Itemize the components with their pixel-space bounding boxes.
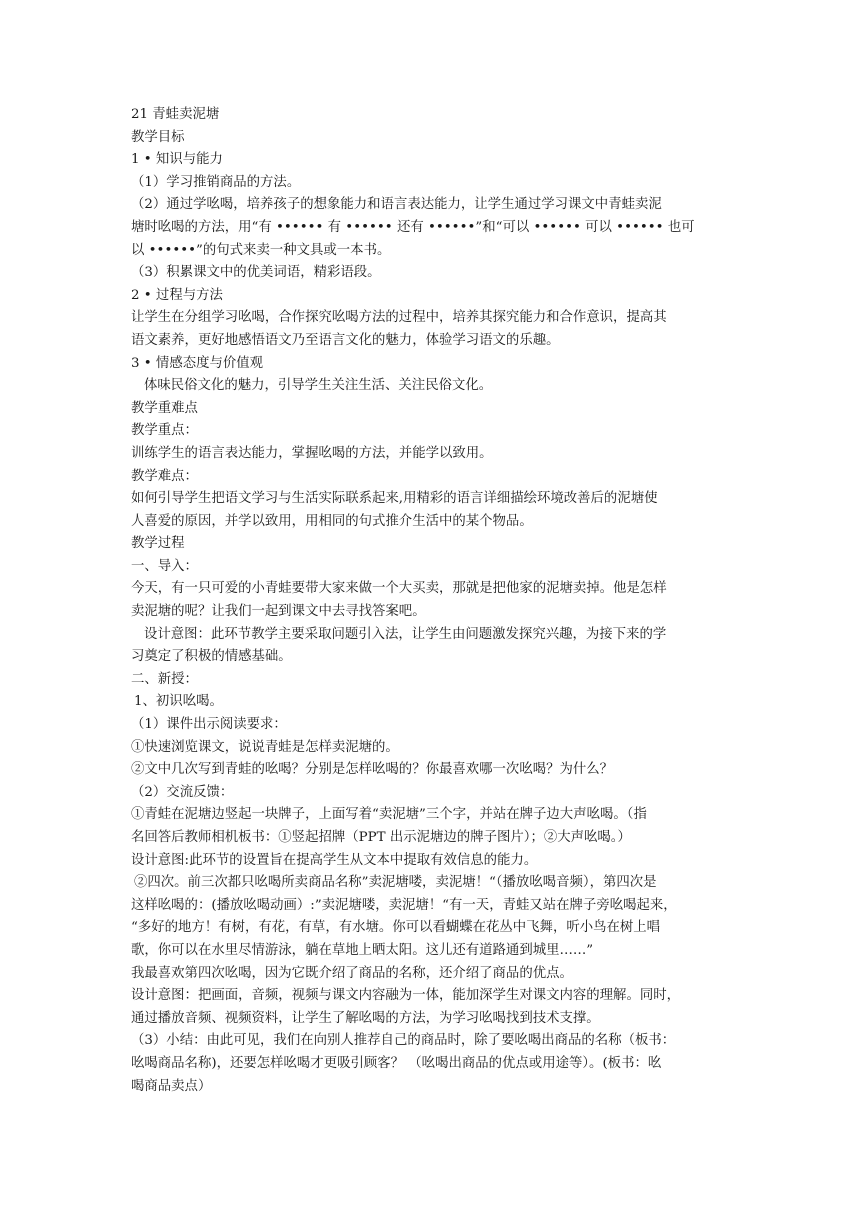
paragraph-line: 卖泥塘的呢？让我们一起到课文中去寻找答案吧。	[131, 604, 426, 620]
paragraph-line: 吆喝商品名称)，还要怎样吆喝才更吸引顾客？ （吆喝出商品的优点或用途等）。(板书：吆	[131, 1055, 662, 1071]
paragraph-line: 名回答后教师相机板书：①竖起招牌（PPT 出示泥塘边的牌子图片）；②大声吆喝。）	[131, 830, 631, 845]
paragraph-line: 设计意图:此环节的设置旨在提高学生从文本中提取有效信息的能力。	[131, 852, 538, 868]
paragraph-line: 设计意图：把画面，音频，视频与课文内容融为一体，能加深学生对课文内容的理解。同时，	[131, 988, 681, 1004]
paragraph-line: 以 ••••••”的句式来卖一种文具或一本书。	[131, 242, 391, 258]
paragraph-line: 这样吆喝的：(播放吆喝动画）:”卖泥塘喽，卖泥塘！“有一天，青蛙又站在牌子旁吆喝起来，	[131, 897, 677, 913]
paragraph-line: （2）交流反馈：	[131, 784, 234, 800]
paragraph-line: 体味民俗文化的魅力，引导学生关注生活、关注民俗文化。	[144, 378, 493, 394]
section-heading: 教学重难点	[131, 400, 198, 416]
subheading: 1 • 知识与能力	[131, 152, 223, 168]
paragraph-line: （3）小结：由此可见，我们在向别人推荐自己的商品时，除了要吆喝出商品的名称（板书：	[131, 1033, 676, 1049]
paragraph-line: 歌，你可以在水里尽情游泳，躺在草地上晒太阳。这儿还有道路通到城里……”	[131, 942, 594, 958]
paragraph-line: （1）学习推销商品的方法。	[131, 174, 301, 190]
subheading: 2 • 过程与方法	[131, 287, 223, 303]
paragraph-line: 语文素养，更好地感悟语文乃至语言文化的魅力，体验学习语文的乐趣。	[131, 332, 560, 348]
paragraph-line: 如何引导学生把语文学习与生活实际联系起来,用精彩的语言详细描绘环境改善后的泥塘使	[131, 491, 658, 507]
paragraph-line: “多好的地方！有树，有花，有草，有水塘。你可以看蝴蝶在花丛中飞舞，听小鸟在树上唱	[131, 920, 661, 936]
paragraph-line: 训练学生的语言表达能力，掌握吆喝的方法，并能学以致用。	[131, 445, 493, 461]
paragraph-line: 塘时吆喝的方法，用“有 •••••• 有 •••••• 还有 ••••••”和“可以 •••••• 可以 •••••• 也可	[131, 219, 695, 235]
lesson-title: 21 青蛙卖泥塘	[131, 107, 220, 122]
paragraph-line: 今天，有一只可爱的小青蛙要带大家来做一个大买卖，那就是把他家的泥塘卖掉。他是怎样	[131, 581, 667, 597]
paragraph-line: ②文中几次写到青蛙的吆喝？分别是怎样吆喝的？你最喜欢哪一次吆喝？为什么？	[131, 762, 614, 778]
paragraph-line: ①快速浏览课文，说说青蛙是怎样卖泥塘的。	[131, 739, 399, 755]
paragraph-line: 通过播放音频、视频资料，让学生了解吆喝的方法，为学习吆喝找到技术支撑。	[131, 1010, 600, 1026]
section-heading: 教学过程	[131, 536, 185, 552]
paragraph-line: 我最喜欢第四次吆喝，因为它既介绍了商品的名称，还介绍了商品的优点。	[131, 965, 573, 981]
subheading: 教学难点：	[131, 468, 198, 484]
paragraph-line: （1）课件出示阅读要求：	[131, 717, 287, 733]
paragraph-line: 人喜爱的原因，并学以致用，用相同的句式推介生活中的某个物品。	[131, 513, 533, 529]
paragraph-line: 1、初识吆喝。	[134, 694, 223, 710]
subheading: 一、导入：	[131, 558, 198, 574]
paragraph-line: （3）积累课文中的优美词语，精彩语段。	[131, 265, 381, 281]
paragraph-line: 设计意图：此环节教学主要采取问题引入法，让学生由问题激发探究兴趣，为接下来的学	[144, 626, 667, 642]
subheading: 教学重点：	[131, 423, 198, 439]
paragraph-line: ①青蛙在泥塘边竖起一块牌子，上面写着“卖泥塘”三个字，并站在牌子边大声吆喝。（指	[131, 807, 647, 823]
paragraph-line: 让学生在分组学习吆喝，合作探究吆喝方法的过程中，培养其探究能力和合作意识，提高其	[131, 310, 667, 326]
paragraph-line: 喝商品卖点）	[131, 1078, 212, 1094]
document-page	[131, 104, 731, 1098]
subheading: 二、新授：	[131, 671, 198, 687]
subheading: 3 • 情感态度与价值观	[131, 355, 264, 371]
paragraph-line: ②四次。前三次都只吆喝所卖商品名称”卖泥塘喽，卖泥塘！“（播放吆喝音频），第四次是	[134, 875, 657, 891]
paragraph-line: 习奠定了积极的情感基础。	[131, 649, 292, 665]
paragraph-line: （2）通过学吆喝，培养孩子的想象能力和语言表达能力，让学生通过学习课文中青蛙卖泥	[131, 197, 662, 213]
section-heading: 教学目标	[131, 129, 185, 145]
